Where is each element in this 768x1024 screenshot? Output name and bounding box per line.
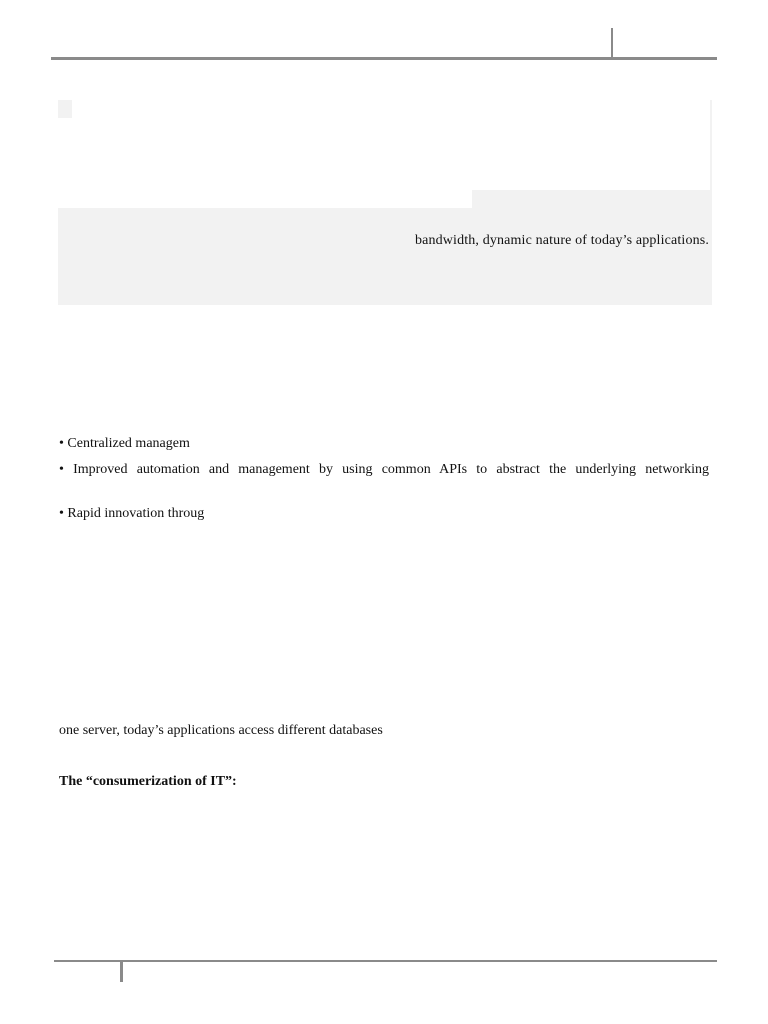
- shaded-block-cutout-lower: [58, 118, 472, 208]
- footer-rule: [54, 960, 717, 962]
- header-rule: [51, 57, 717, 60]
- shaded-text-line: bandwidth, dynamic nature of today’s applications.: [414, 233, 709, 248]
- bullet-rapid-innovation: • Rapid innovation throug: [59, 506, 205, 521]
- bullet-automation: • Improved automation and management by using common APIs to abstract the underlying networking: [59, 462, 709, 477]
- paragraph-line: one server, today’s applications access different databases: [59, 723, 383, 738]
- header-tick: [611, 28, 613, 58]
- section-heading: The “consumerization of IT”:: [59, 774, 237, 789]
- bullet-centralized: • Centralized managem: [59, 436, 190, 451]
- footer-tick: [120, 962, 123, 982]
